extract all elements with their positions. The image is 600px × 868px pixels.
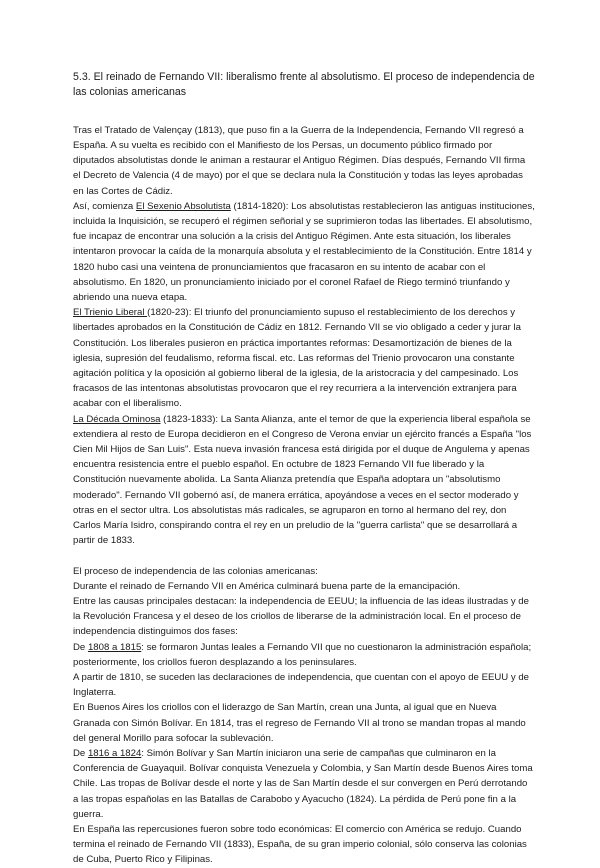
paragraph-decada (73, 412, 535, 549)
fase2-intro: De (73, 747, 88, 759)
paragraph-repercusiones: En España las repercusiones fueron sobre todo económicas: El comercio con América se redujo. Cuando termina el reinado de Fernando VII (1833), España, de su gran imperio colonial, sólo conserva las colonias de Cuba, Puerto Rico y Filipinas. (73, 823, 527, 866)
paragraph-valencay: Tras el Tratado de Valençay (1813), que puso fin a la Guerra de la Independencia, Fernando VII regresó a España. A su vuelta es recibido con el Manifiesto de los Persas, un documento público firmado por diputados absolutistas donde le animan a restaurar el Antiguo Régimen. Días después, Fernando VII firma el Decreto de Valencia (4 de mayo) por el que se declara nula la Constitución y todas las leyes aprobadas en las Cortes de Cádiz. (73, 124, 526, 197)
paragraph-trienio (73, 305, 535, 411)
paragraph-sexenio (73, 199, 535, 305)
fase2-dates: 1816 a 1824 (87, 747, 142, 759)
trienio-text: (1820-23): El triunfo del pronunciamiento supuso el restablecimiento de los derechos y libertades aprobados en la Constitución de Cádiz en 1812. Fernando VII se vio obligado a ceder y jurar la Constitución. Los liberales pusieron en práctica importantes reformas: Desamortización de bienes de la iglesia, supresión del feudalismo, reforma fiscal. etc. Las reformas del Trienio provocaron una constante agitación política y la oposición al gobierno liberal de la iglesia, de la aristocracia y del campesinado. Los fracasos de las intentonas absolutistas provocaron que el rey recurriera a la intervención extranjera para acabar con el liberalismo. (73, 307, 521, 410)
sexenio-intro: Así, comienza (73, 200, 136, 212)
sexenio-text: (1814-1820): Los absolutistas restablecieron las antiguas instituciones, incluida la Inquisición, se recuperó el régimen señorial y se suprimieron todas las libertades. El absolutismo, fue incapaz de encontrar una solución a la crisis del Antiguo Régimen. Ante esta situación, los liberales intentaron provocar la caída de la monarquía absoluta y el restablecimiento de la Constitución. Entre 1814 y 1820 hubo casi una veintena de pronunciamientos que fracasaron en su intento de acabar con el absolutismo. En 1820, un pronunciamiento iniciado por el coronel Rafael de Riego terminó triunfando y abriendo una nueva etapa. (73, 200, 535, 304)
fase1-text: : se formaron Juntas leales a Fernando VII que no cuestionaron la administración española; posteriormente, los criollos fueron desplazando a los peninsulares. (73, 641, 532, 668)
paragraph-buenos-aires: En Buenos Aires los criollos con el liderazgo de San Martín, crean una Junta, al igual que en Nueva Granada con Simón Bolívar. En 1814, tras el regreso de Fernando VII al trono se mandan tropas al mando del general Morillo para sofocar la sublevación. (73, 702, 526, 744)
paragraph-fase-1 (73, 640, 535, 670)
document-page (73, 70, 535, 868)
paragraph-emancipacion: Durante el reinado de Fernando VII en América culminará buena parte de la emancipación. (73, 580, 461, 592)
decada-heading: La Década Ominosa (73, 413, 161, 425)
page-title: 5.3. El reinado de Fernando VII: liberalismo frente al absolutismo. El proceso de independencia de las colonias americanas (73, 71, 535, 99)
section-heading-independencia: El proceso de independencia de las colonias americanas: (73, 565, 318, 577)
paragraph-fase-2 (73, 746, 535, 822)
trienio-heading: El Trienio Liberal (73, 307, 148, 319)
paragraph-causas: Entre las causas principales destacan: la independencia de EEUU; la influencia de las ideas ilustradas y de la Revolución Francesa y el deseo de los criollos de liberarse de la administración local. En el proceso de independencia distinguimos dos fases: (73, 595, 529, 638)
sexenio-heading: El Sexenio Absolutista (135, 200, 231, 212)
decada-text: (1823-1833): La Santa Alianza, ante el temor de que la experiencia liberal española se extendiera al resto de Europa decidieron en el Congreso de Verona enviar un ejército francés a España "los Cien Mil Hijos de San Luis". Esta nueva invasión francesa está dirigida por el duque de Angulema y apenas encuentra resistencia entre el pueblo español. En octubre de 1823 Fernando VII fue liberado y la Constitución nuevamente abolida. La Santa Alianza pretendía que España adoptara un "absolutismo moderado". Fernando VII gobernó así, de manera errática, apoyándose a veces en el sector moderado y otras en el sector ultra. Los absolutistas más radicales, se agruparon en torno al hermano del rey, don Carlos María Isidro, conspirando contra el rey en un preludio de la "guerra carlista" que se desarrollará a partir de 1833. (73, 413, 532, 547)
fase2-text: : Simón Bolívar y San Martín iniciaron una serie de campañas que culminaron en la Conferencia de Guayaquil. Bolívar conquista Venezuela y Colombia, y San Martín desde Buenos Aires toma Chile. Las tropas de Bolívar desde el norte y las de San Martín desde el sur convergen en Perú derrotando a las tropas españolas en las Batallas de Carabobo y Ayacucho (1824). La pérdida de Perú pone fin a la guerra. (73, 747, 533, 820)
section-gap (73, 549, 535, 564)
paragraph-declaraciones: A partir de 1810, se suceden las declaraciones de independencia, que cuentan con el apoyo de EEUU y de Inglaterra. (73, 671, 530, 699)
fase1-dates: 1808 a 1815 (87, 641, 142, 653)
fase1-intro: De (73, 641, 88, 653)
